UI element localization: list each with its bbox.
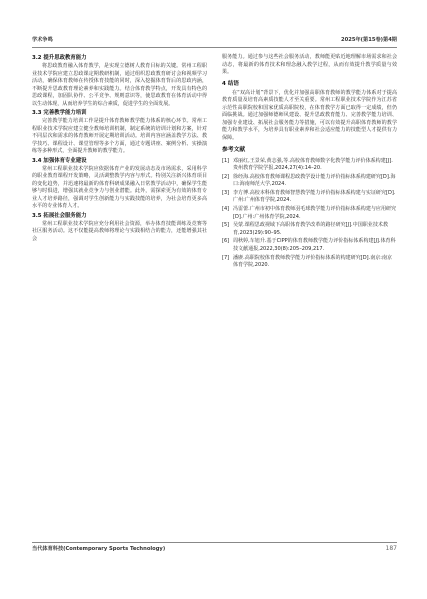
reference-item [222,158,397,173]
reference-text: 吴蒙.课程思政视域下高职体育教学改革的路径研究[J].中国职业技术教育,2023(29):90–95. [233,222,388,236]
reference-number: [5] [222,222,230,229]
section-3-2-text: 将思政教育融入体育教学，是实现立德树人教育目标的关键。常州工程职业技术学院应建立思政课定期教研机制，通过组织思政教育研讨会和视频学习活动，确保体育教师在传授体育技能的同时，深入挖掘体育背后的思政内涵，不断提升思政教育理论素养和实践能力。结合体育教学特点，开发具有特色的思政课程，加固队协作、公平竞争、规则意识等，使思政教育在体育活动中得以生动体现，从而培养学生的综合素质，促进学生的全面发展。 [32,63,207,107]
reference-item [222,190,397,205]
reference-number: [2] [222,173,230,180]
left-column [32,54,207,245]
section-3-5-continuation: 服务能力。通过参与这些社会服务活动，教师能更贴近地理解市场需求和社会动态，将最新的体育技术和理念融入教学过程，从而有效提升教学质量与效果。 [222,54,397,75]
reference-item [222,206,397,221]
section-3-3-text: 完善教学能力培训工作是提升体育教师教学能力体系的核心环节。常州工程职业技术学院应建立健全教师培训机制，制定系统的培训计划和方案，针对不同层次和需求的体育教师开展定期培训活动。培训内容应涵盖教学方法、教学技巧、课程设计、课堂管理等多个方面，通过专题讲座、案例分析、实操演练等多种形式，全面提升教师的教学能力。 [32,118,207,154]
page-number: 187 [385,545,397,552]
reference-text: 邓丽红,王景荣,黄志强,等.高校体育教师数字化教学能力评价体系构建[J].贵州教育学院学报,2024,27(4):14–20. [233,157,393,171]
reference-item [222,255,397,270]
section-3-4-text: 常州工程职业技术学院应依据体育产业的发展动态及市场需求，采用科学的职业教育课程开发策略，灵活调整教学内容与形式。特别关注新兴体育项目的变化趋势，并迅速将最新的体育科研成果融入日常教学活动中，确保学生能够与时俱进，增强其就业竞争力与创业潜能。此外，需探索更为有效的体育专业人才培养路径，强调对学生创新能力与实践技能的培养，为社会培育更多高水平的专业体育人才。 [32,165,207,209]
reference-item [222,222,397,237]
reference-number: [6] [222,238,230,245]
conclusion-text: 在“双高计划”背景下，优化并加强高职体育教师的教学能力体系对于提高教育质量及培育高素质技能人才至关重要。常州工程职业技术学院作为江苏省示范性高职院校和国家优质高职院校，在体育教学方面已取得一定成绩，但仍面临挑战。通过加强师德师风建设、提升思政教育能力、完善教学能力培训、加强专业建设、拓展社会服务能力等措施，可以有效提升高职体育教师的教学能力和教学水平，为培养具有职业素养和社会适应能力的技能型人才提供有力保障。 [222,89,397,141]
section-3-3-title: 3.3 完善教学能力培训 [32,110,87,116]
reference-number: [7] [222,254,230,261]
page-header [32,32,397,44]
reference-text: 李方博.高校本科体育教师智慧教学能力评价指标体系构建与实证研究[D].广州:广州体育学院,2024. [233,189,396,204]
right-column [222,54,397,271]
reference-text: 潘赓.高职院校体育教师教学能力评价指标体系的构建研究[D].南京:南京体育学院,2020. [233,254,393,269]
footer-journal: 当代体育科技(Contemporary Sports Technology) [32,546,166,552]
section-3-5-title: 3.5 拓展社会服务能力 [32,212,87,219]
conclusion-title: 4 结语 [222,80,240,87]
reference-item [222,238,397,253]
references-title: 参考文献 [222,147,246,153]
section-3-2-title: 3.2 提升思政教育能力 [32,55,87,61]
reference-text: 冯雷蕾.广州市初中体育教师羽毛球教学能力评价指标体系构建与应用研究[D].广州:广州体育学院,2024. [233,206,397,220]
reference-text: 周秋婷,车旭升.基于CIPP的体育教师教学能力评价指标体系构建[J].体育科技文献通报,2022,30(8):205–209,217. [233,238,396,252]
reference-item [222,174,397,189]
header-divider [32,47,397,48]
issue-label: 2025年(第15卷)第4期 [341,37,397,43]
reference-text: 徐经海.高校体育教师课程思政教学设计能力评价指标体系构建研究[D].海口:海南师范大学,2024. [233,173,396,188]
reference-number: [3] [222,189,230,196]
reference-number: [1] [222,157,230,164]
footer-divider [32,542,397,543]
section-3-5-text: 常州工程职业技术学院应充分利用社会资源，举办体育技能训练及竞赛等社区服务活动。这不仅能提高教师将理论与实践相结合的能力，还能增强其社会 [32,220,207,242]
journal-section: 学术争鸣 [32,37,53,43]
reference-number: [4] [222,206,230,213]
references-list [222,158,397,270]
section-3-4-title: 3.4 加强体育专业建设 [32,157,87,164]
